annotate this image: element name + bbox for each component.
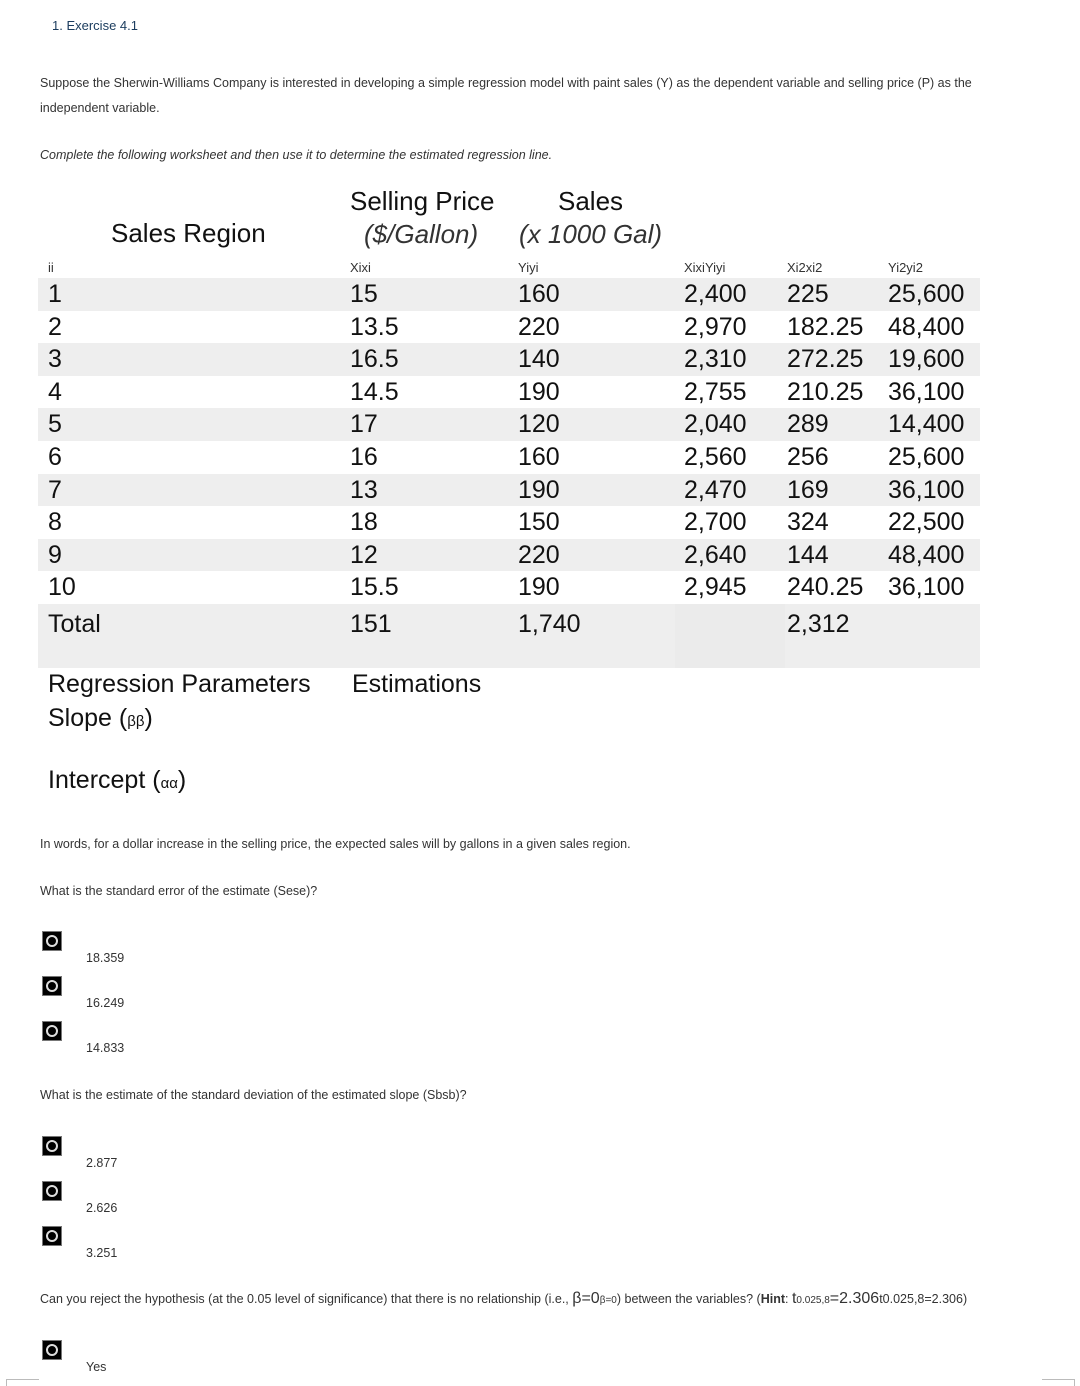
t-subscript: 0.025,8: [796, 1295, 830, 1306]
cell-i: 2: [48, 312, 62, 341]
cell-x2: 240.25: [787, 573, 864, 602]
header-sales: Sales: [558, 186, 624, 216]
table-row: [38, 474, 980, 507]
cell-x: 13.5: [350, 312, 399, 341]
question-reject-hypothesis: [40, 1290, 967, 1308]
cell-x2: 256: [787, 443, 829, 471]
cell-xy: 2,640: [684, 540, 747, 569]
cell-i: 9: [48, 540, 62, 569]
total-label: Total: [48, 610, 101, 638]
radio-se-1[interactable]: [42, 931, 62, 951]
table-row: [38, 278, 980, 311]
cell-y2: 22,500: [888, 508, 965, 537]
slope-close-paren: ): [144, 704, 153, 732]
cell-x: 17: [350, 410, 378, 439]
intercept-close-paren: ): [177, 766, 187, 794]
option-sb-2[interactable]: 2.626: [86, 1201, 118, 1215]
option-se-3[interactable]: 14.833: [86, 1041, 125, 1055]
cell-x: 14.5: [350, 377, 399, 406]
cell-y: 190: [518, 573, 560, 602]
beta-zero-big: β=0: [572, 1290, 600, 1307]
cell-xy: 2,970: [684, 312, 747, 341]
cell-x: 15: [350, 280, 378, 308]
cell-y2: 19,600: [888, 345, 965, 374]
col-header-x: Xixi: [350, 260, 371, 275]
cell-xy: 2,755: [684, 377, 747, 406]
cell-xy: 2,310: [684, 345, 747, 374]
cell-xy: 2,700: [684, 508, 747, 537]
alpha-symbol: αα: [160, 775, 178, 792]
cell-y: 150: [518, 508, 560, 537]
cell-x2: 182.25: [787, 312, 864, 341]
cell-x: 13: [350, 475, 378, 504]
col-header-i: ii: [48, 260, 54, 275]
beta-zero-small: β=0: [599, 1295, 617, 1306]
total-y: 1,740: [518, 610, 581, 638]
header-sales-unit: (x 1000 Gal): [519, 219, 663, 249]
cell-i: 10: [48, 573, 76, 602]
cell-i: 5: [48, 410, 62, 439]
cell-y: 160: [518, 443, 560, 471]
table-row: [38, 539, 980, 572]
question-slope-stddev: What is the estimate of the standard deviation of the estimated slope (Sbsb)?: [40, 1088, 467, 1102]
cell-xy: 2,400: [684, 280, 747, 308]
total-x2: 2,312: [787, 610, 850, 638]
cell-y2: 36,100: [888, 377, 965, 406]
cell-x2: 169: [787, 475, 829, 504]
t-value-big: =2.306: [829, 1290, 880, 1307]
cell-y2: 14,400: [888, 410, 965, 439]
table-row: [38, 506, 980, 539]
cell-y2: 25,600: [888, 280, 965, 308]
estimations-heading: Estimations: [352, 670, 482, 698]
header-selling-price: Selling Price: [350, 186, 495, 216]
in-words-text: In words, for a dollar increase in the selling price, the expected sales will by gallons in a given sales region.: [40, 837, 631, 851]
col-header-xy: XixiYiyi: [684, 260, 726, 275]
cell-i: 6: [48, 443, 62, 471]
cell-x2: 210.25: [787, 377, 864, 406]
cell-i: 1: [48, 280, 62, 308]
cell-i: 3: [48, 345, 62, 374]
t-symbol-big: t: [791, 1290, 797, 1307]
cell-y: 190: [518, 475, 560, 504]
cell-y2: 25,600: [888, 443, 965, 471]
cell-i: 7: [48, 475, 62, 504]
question-standard-error: What is the standard error of the estimate (Sese)?: [40, 884, 318, 898]
reject-text-pre: Can you reject the hypothesis (at the 0.05 level of significance) that there is no relationship (i.e.,: [40, 1292, 573, 1306]
option-sb-3[interactable]: 3.251: [86, 1246, 118, 1260]
col-header-x2: Xi2xi2: [787, 260, 823, 275]
header-sales-region: Sales Region: [111, 218, 266, 248]
reject-text-mid: ) between the variables? (: [616, 1292, 761, 1306]
radio-se-2[interactable]: [42, 976, 62, 996]
cell-xy: 2,040: [684, 410, 747, 439]
cell-y: 190: [518, 377, 560, 406]
cell-x2: 289: [787, 410, 829, 439]
beta-symbol: ββ: [127, 713, 145, 730]
cell-x2: 272.25: [787, 345, 864, 374]
option-se-1[interactable]: 18.359: [86, 951, 125, 965]
cell-x2: 225: [787, 280, 829, 308]
cell-x2: 324: [787, 508, 829, 537]
intro-paragraph: Suppose the Sherwin-Williams Company is interested in developing a simple regression model with paint sales (Y) as the dependent variable and selling price (P) as the independent variable.: [40, 76, 972, 115]
table-row: [38, 408, 980, 441]
reject-text-end: ): [962, 1292, 968, 1306]
cell-x: 15.5: [350, 573, 399, 602]
cell-y: 220: [518, 540, 560, 569]
cell-i: 4: [48, 377, 62, 406]
cell-x: 12: [350, 540, 378, 569]
cell-y: 120: [518, 410, 560, 439]
table-row: [38, 441, 980, 474]
radio-sb-2[interactable]: [42, 1181, 62, 1201]
cell-y: 220: [518, 312, 560, 341]
hint-label: Hint: [760, 1292, 786, 1306]
cell-xy: 2,560: [684, 443, 747, 471]
header-price-unit: ($/Gallon): [364, 219, 479, 249]
cell-y2: 36,100: [888, 573, 965, 602]
cell-i: 8: [48, 508, 62, 537]
option-reject-yes[interactable]: Yes: [86, 1360, 107, 1374]
option-se-2[interactable]: 16.249: [86, 996, 125, 1010]
slope-label: [48, 704, 153, 733]
exercise-title[interactable]: 1. Exercise 4.1: [52, 18, 138, 33]
cell-y2: 36,100: [888, 475, 965, 504]
radio-sb-1[interactable]: [42, 1136, 62, 1156]
cell-y2: 48,400: [888, 540, 965, 569]
col-header-y2: Yi2yi2: [888, 260, 923, 275]
total-row-blank-cell: [675, 604, 785, 668]
intercept-label-text: Intercept (: [48, 766, 161, 794]
radio-reject-yes[interactable]: [42, 1340, 62, 1360]
regression-params-heading: Regression Parameters: [48, 670, 311, 698]
instruction-text: Complete the following worksheet and then use it to determine the estimated regression line.: [40, 148, 553, 162]
cell-x2: 144: [787, 540, 829, 569]
total-x: 151: [350, 610, 392, 638]
t-value-small: t0.025,8=2.306: [879, 1292, 963, 1306]
cell-x: 18: [350, 508, 378, 537]
hint-colon: :: [785, 1292, 792, 1306]
cell-y: 140: [518, 345, 560, 374]
cell-xy: 2,470: [684, 475, 747, 504]
radio-se-3[interactable]: [42, 1021, 62, 1041]
cell-y2: 48,400: [888, 312, 965, 341]
radio-sb-3[interactable]: [42, 1226, 62, 1246]
option-sb-1[interactable]: 2.877: [86, 1156, 118, 1170]
intercept-label: [48, 766, 186, 795]
cell-x: 16: [350, 443, 378, 471]
slope-label-text: Slope (: [48, 704, 128, 732]
col-header-y: Yiyi: [518, 260, 539, 275]
cell-x: 16.5: [350, 345, 399, 374]
cell-xy: 2,945: [684, 573, 747, 602]
cell-y: 160: [518, 280, 560, 308]
